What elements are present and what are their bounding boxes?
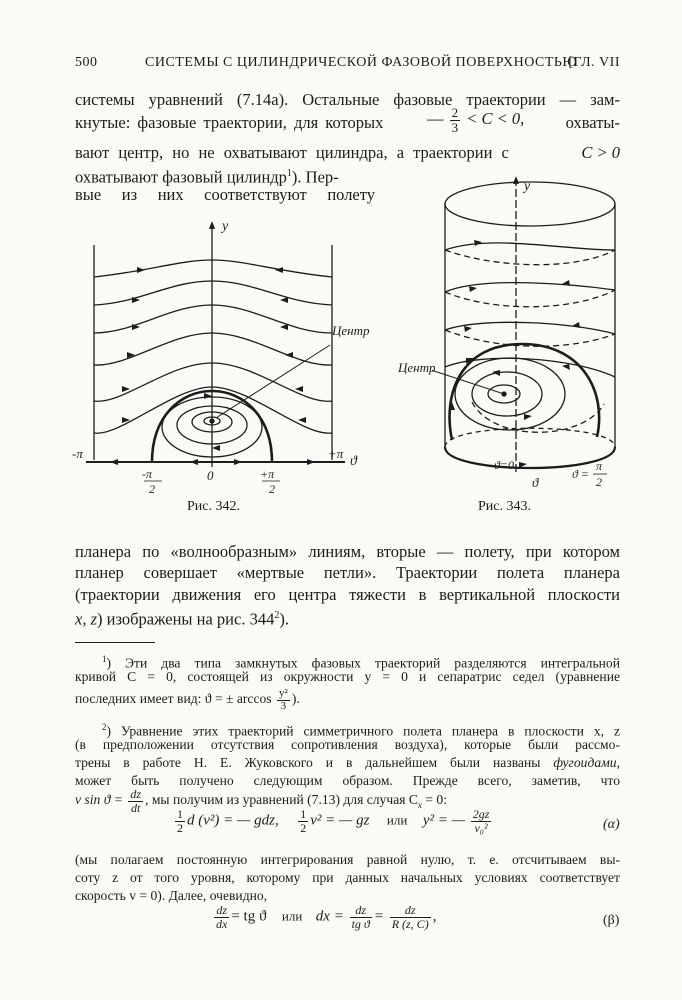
center-point xyxy=(210,419,214,423)
center-pointer xyxy=(216,345,330,418)
footnote-ref-2: 2 xyxy=(274,610,280,621)
fig343-theta-half-lhs: ϑ = xyxy=(572,467,589,481)
p3-line1: (мы полагаем постоянную интегрирования равной нулю, т. е. отсчитываем вы- xyxy=(75,852,620,867)
footnote-rule xyxy=(75,642,155,643)
cylinder-bottom xyxy=(445,447,615,468)
wave-trajectory-1 xyxy=(94,260,332,277)
caption-342: Рис. 342. xyxy=(187,499,240,514)
p1-line2 xyxy=(75,105,620,135)
fn2-line2: (в предположении отсутствия сопротивления воздуха), которые были рассмо- xyxy=(75,737,620,752)
cylinder-bottom-back xyxy=(445,428,615,447)
fig342-left-half-num: -π xyxy=(142,467,153,481)
figure-342 xyxy=(70,205,370,505)
p1-line2a: кнутые: фазовые траектории, для которых xyxy=(75,113,384,132)
fn2-line4: может быть получено следующим образом. Прежде всего, заметив, что xyxy=(75,773,620,788)
p2-line3: (траектории движения его центра тяжести в вертикальной плоскости xyxy=(75,585,620,604)
equation-alpha: $\frac{1}{2}$ d (v²) = — gdz, $\frac{1}{2}$ v² = — gz или y² = — $\frac{2gz}{\text{v₀²}}$ xyxy=(177,807,490,835)
page-number: 500 xyxy=(75,55,98,70)
c-positive: C > 0 xyxy=(581,143,620,162)
fraction-two-thirds: $\frac{2}{3}$ xyxy=(451,105,459,135)
fn2-line1: $^2$) Уравнение этих траекторий симметричного полета планера в плоскости x, z xyxy=(102,722,620,739)
equation-alpha-tag: (α) xyxy=(603,817,620,832)
p1-line2b: охваты- xyxy=(565,113,620,132)
caption-343: Рис. 343. xyxy=(478,499,531,514)
fig343-y-label: y xyxy=(524,179,531,194)
wave-trajectory-6 xyxy=(94,387,332,433)
fig342-left-half-den: 2 xyxy=(149,482,155,496)
fig342-zero: 0 xyxy=(207,468,214,483)
fig343-theta-half-num: π xyxy=(596,459,603,473)
fig342-y-label: y xyxy=(222,219,229,234)
p1-line5: вые из них соответствуют полету xyxy=(75,185,375,204)
fig342-left-pi: -π xyxy=(72,446,83,461)
wave-trajectory-5 xyxy=(94,363,332,401)
cyl-trajectory-1 xyxy=(445,243,615,250)
fig342-theta-label: ϑ xyxy=(350,454,357,469)
chapter-ref: [ГЛ. VII xyxy=(568,55,620,70)
fig343-theta-half-den: 2 xyxy=(596,475,602,489)
running-title: СИСТЕМЫ С ЦИЛИНДРИЧЕСКОЙ ФАЗОВОЙ ПОВЕРХНОСТЬЮ xyxy=(145,55,578,70)
equation-beta-tag: (β) xyxy=(603,913,620,928)
wave-trajectory-3 xyxy=(94,305,332,333)
p1-line4: охватывают фазовый цилиндр$^1$). Пер- xyxy=(75,167,339,187)
wave-trajectory-2 xyxy=(94,281,332,305)
fig343-center-label-html: Центр xyxy=(398,360,436,375)
fig342-right-half-den: 2 xyxy=(269,482,275,496)
p2-line4: x, z) изображены на рис. $344^2$). xyxy=(75,609,289,629)
fig342-right-half-num: +π xyxy=(260,467,275,481)
p2-line2: планер совершает «мертвые петли». Траектории полета планера xyxy=(75,563,620,582)
c-condition: < C < 0, xyxy=(466,108,525,128)
fig343-theta0: ϑ=0 xyxy=(494,458,514,472)
fn1-line3: последних имеет вид: ϑ = ± arccos $\frac{\text{y²}}{3}$ ). xyxy=(75,687,300,712)
fn2-line3: трены в работе Н. Е. Жуковского и в дальнейшем были названы фугоидами, xyxy=(75,755,620,770)
p3-line2: соту z от того уровня, которому при данных начальных условиях соответствует xyxy=(75,870,620,885)
cyl-center-point xyxy=(502,392,506,396)
wave-trajectory-4 xyxy=(94,333,332,365)
p1-line1: системы уравнений (7.14а). Остальные фазовые траектории — зам- xyxy=(75,90,620,109)
figure-343 xyxy=(432,172,632,492)
cyl-orbit-2 xyxy=(472,372,542,416)
p1-line3 xyxy=(75,142,620,164)
p1-line3a: вают центр, но не охватывают цилиндра, а траектории с xyxy=(75,143,509,162)
p2-line1: планера по «волнообразным» линиям, вторые — полету, при котором xyxy=(75,542,620,561)
fn1-line1: $^1$) Эти два типа замкнутых фазовых траекторий разделяются интегральной xyxy=(102,654,620,671)
equation-beta: $\frac{dz}{dx}$ = tg ϑ или dx = $\frac{dz}{\text{tg ϑ}}$ = $\frac{dz}{R (z, C)}$ , xyxy=(216,903,437,931)
fn2-line5: v sin ϑ = $\frac{dz}{dt}$ , мы получим из уравнений (7.13) для случая $C_x = 0$: xyxy=(75,787,447,815)
fig342-center-label: Центр xyxy=(332,323,370,338)
footnote-ref-1: 1 xyxy=(286,168,292,179)
p3-line3: скорость v = 0). Далее, очевидно, xyxy=(75,888,268,903)
fig343-theta: ϑ xyxy=(532,475,539,490)
fig342-right-pi: +π xyxy=(328,446,344,461)
minus-sign: — xyxy=(427,108,444,128)
fn1-line2: кривой C = 0, состоящей из окружности y = 0 и сепаратрис седел (уравнение xyxy=(75,669,620,684)
